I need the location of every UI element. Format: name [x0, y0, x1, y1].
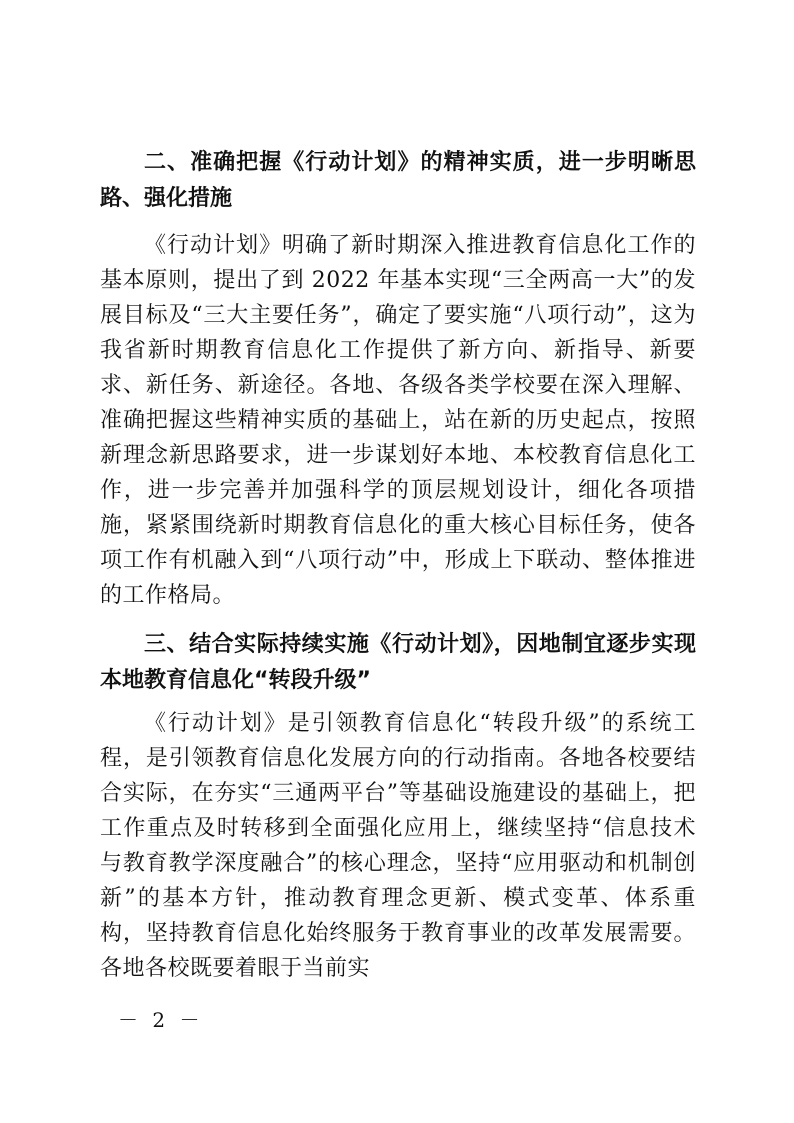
section-paragraph-2: 《行动计划》明确了新时期深入推进教育信息化工作的基本原则，提出了到 2022 年基本实现“三全两高一大”的发展目标及“三大主要任务”，确定了要实施“八项行动”，这为我省新时期教育信息化工作提供了新方向、新指导、新要求、新任务、新途径。各地、各级各类学校要在深入理解、准确把握这些精神实质的基础上，站在新的历史起点，按照新理念新思路要求，进一步谋划好本地、本校教育信息化工作，进一步完善并加强科学的顶层规划设计，细化各项措施，紧紧围绕新时期教育信息化的重大核心目标任务，使各项工作有机融入到“八项行动”中，形成上下联动、整体推进的工作格局。	[100, 233, 696, 608]
section-heading-2: 二、准确把握《行动计划》的精神实质，进一步明晰思路、强化措施	[100, 150, 696, 211]
page-number: － 2 －	[118, 1008, 204, 1032]
section-paragraph-3: 《行动计划》是引领教育信息化“转段升级”的系统工程，是引领教育信息化发展方向的行动指南。各地各校要结合实际，在夯实“三通两平台”等基础设施建设的基础上，把工作重点及时转移到全面强化应用上，继续坚持“信息技术与教育教学深度融合”的核心理念，坚持“应用驱动和机制创新”的基本方针，推动教育理念更新、模式变革、体系重构，坚持教育信息化始终服务于教育事业的改革发展需要。各地各校既要着眼于当前实	[100, 711, 696, 981]
section-heading-3: 三、结合实际持续实施《行动计划》，因地制宜逐步实现本地教育信息化“转段升级”	[100, 632, 696, 693]
